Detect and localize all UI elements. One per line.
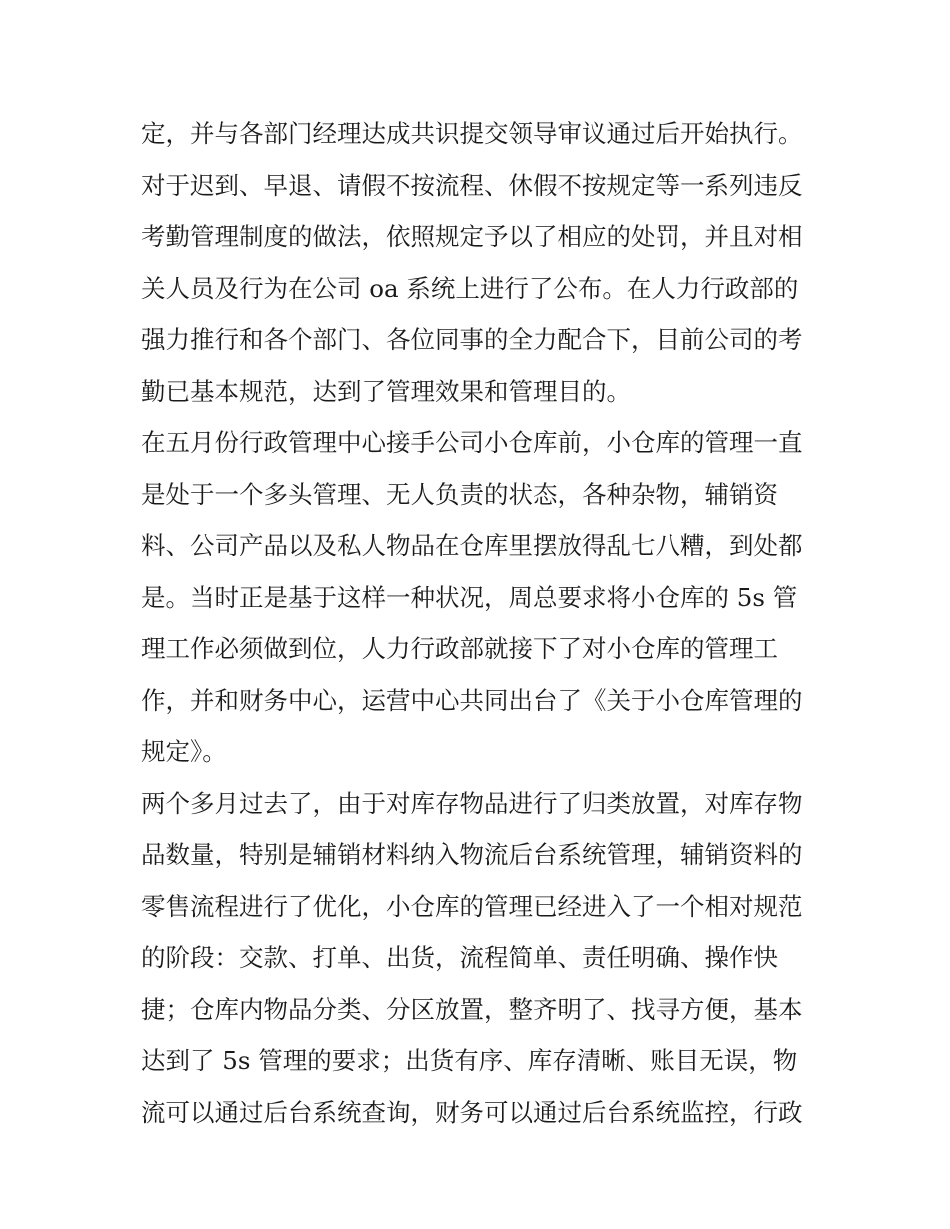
text-line: 对于迟到、早退、请假不按流程、休假不按规定等一系列违反 <box>141 170 803 200</box>
text-line: 是。当时正是基于这样一种状况，周总要求将小仓库的 5s 管 <box>141 582 798 612</box>
text-line: 作，并和财务中心，运营中心共同出台了《关于小仓库管理的 <box>141 685 803 715</box>
text-line: 的阶段：交款、打单、出货，流程简单、责任明确、操作快 <box>141 943 778 972</box>
text-line: 考勤管理制度的做法，依照规定予以了相应的处罚，并且对相 <box>141 222 803 251</box>
text-line: 达到了 5s 管理的要求；出货有序、库存清晰、账目无误，物 <box>141 1046 798 1075</box>
text-line: 关人员及行为在公司 oa 系统上进行了公布。在人力行政部的 <box>141 273 799 303</box>
text-line: 零售流程进行了优化，小仓库的管理已经进入了一个相对规范 <box>141 891 803 921</box>
text-line: 在五月份行政管理中心接手公司小仓库前，小仓库的管理一直 <box>141 428 803 457</box>
text-line: 理工作必须做到位，人力行政部就接下了对小仓库的管理工 <box>141 634 778 663</box>
text-line: 流可以通过后台系统查询，财务可以通过后台系统监控，行政 <box>141 1097 803 1127</box>
text-line: 是处于一个多头管理、无人负责的状态，各种杂物，辅销资 <box>141 479 778 509</box>
body-text <box>141 108 821 1138</box>
text-line: 强力推行和各个部门、各位同事的全力配合下，目前公司的考 <box>141 325 803 354</box>
text-line: 定，并与各部门经理达成共识提交领导审议通过后开始执行。 <box>141 119 803 148</box>
text-line: 规定》。 <box>141 737 227 766</box>
text-line: 捷；仓库内物品分类、分区放置，整齐明了、找寻方便，基本 <box>141 994 803 1024</box>
text-line: 品数量，特别是辅销材料纳入物流后台系统管理，辅销资料的 <box>141 840 803 869</box>
text-line: 两个多月过去了，由于对库存物品进行了归类放置，对库存物 <box>141 788 803 818</box>
text-line: 勤已基本规范，达到了管理效果和管理目的。 <box>141 376 631 406</box>
text-line: 料、公司产品以及私人物品在仓库里摆放得乱七八糟，到处都 <box>141 531 803 560</box>
